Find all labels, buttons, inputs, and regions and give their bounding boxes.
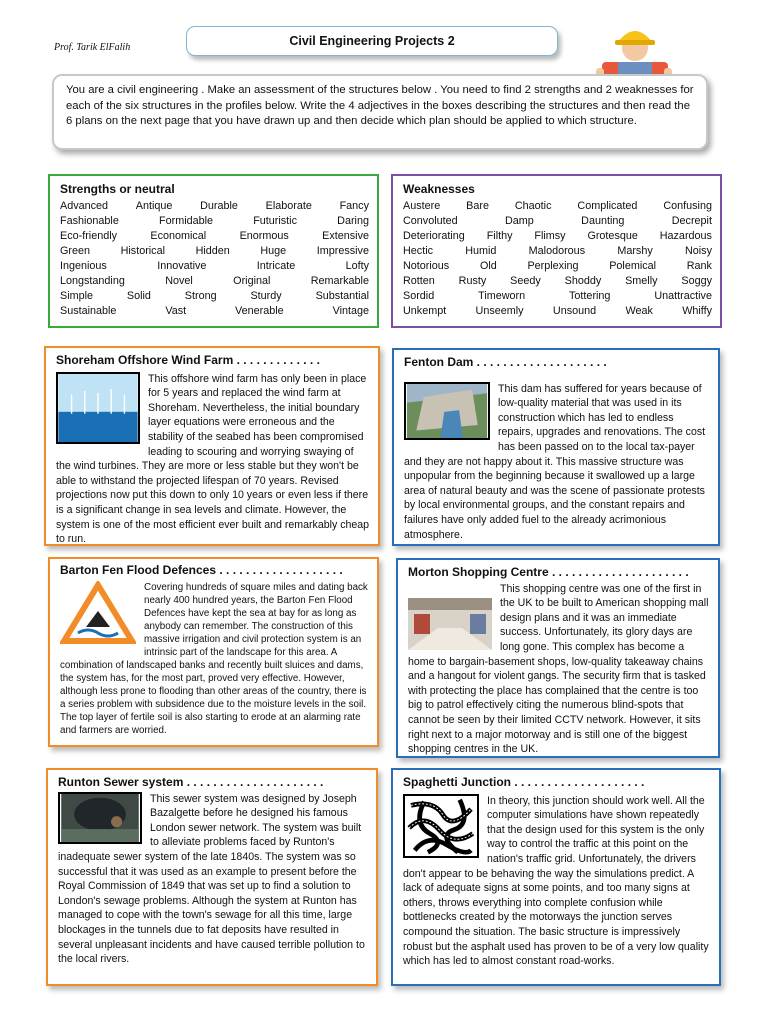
adjective-word: Humid <box>465 245 497 257</box>
adjective-word: Futuristic <box>253 215 297 227</box>
adjective-word: Convoluted <box>403 215 458 227</box>
adjective-word: Rank <box>686 260 712 272</box>
adjective-word: Solid <box>126 290 151 302</box>
project-description: In theory, this junction should work well. All the computer simulations have shown repeatedly that the design used for this system is the only way to control the traffic at this point on the nation's traffic grid. Unfortunately, the drivers don't appear to be behaving the way the simulations predict. A lack of adequate signs at some points, and too many signs at others, throws everything into complete confusion while bottlenecks created by the motorways the junction serves compound the situation. The basic structure is impressively robust but the asphalt used has proven to be of a very low quality which has led to almost constant road-works. <box>403 794 709 968</box>
adjective-word: Daunting <box>581 215 625 227</box>
adjective-word: Smelly <box>625 275 658 287</box>
weaknesses-word-row <box>403 274 712 289</box>
project-description: This dam has suffered for years because of low-quality material that was used in its construction which has led to endless repairs, upgrades and renovations. The cost has been passed on to the local tax-payer and they are not happy about it. This massive structure was unpopular from the beginning because it swallowed up a large area of natural beauty and was the scene of passionate protests by local environmental groups, and the constant repairs and failures have only added fuel to the already acrimonious atmosphere. <box>404 382 706 541</box>
adjective-word: Old <box>479 260 497 272</box>
project-title: Barton Fen Flood Defences . . . . . . . . . . . . . . . . . . . <box>60 563 343 577</box>
adjective-word: Sustainable <box>60 305 117 317</box>
sewer-image <box>58 792 142 844</box>
strengths-word-row <box>60 214 369 229</box>
adjective-word: Unattractive <box>654 290 712 302</box>
adjective-word: Simple <box>60 290 94 302</box>
instructions-box: You are a civil engineering . Make an assessment of the structures below . You need to find 2 strengths and 2 weaknesses for each of the six structures in the profiles below. Write the 4 adjectives in the boxes describing the structures and then read the 6 plans on the next page that you have drawn up and then decide which plan should be applied to which structure. <box>52 74 708 150</box>
adjective-word: Extensive <box>322 230 369 242</box>
adjective-word: Vast <box>165 305 187 317</box>
project-card-shopping-centre <box>396 558 720 758</box>
strengths-word-row <box>60 289 369 304</box>
project-description: Covering hundreds of square miles and dating back nearly 400 hundred years, the Barton Fen Flood Defences have kept the sea at bay for as long as anybody can remember. The construction of this massive irrigation and civil protection system is an intrinsic part of the landscape for this area. A combination of landscaped banks and recently built sluices and dams, the system has, for the most part, proved very effective. However, although less prone to flooding than other areas of the country, there is a series problem with subsidence due to the moisture levels in the soil. The top layer of fertile soil is also starting to erode at an alarming rate and farmers are worried. <box>60 582 368 736</box>
adjective-word: Unkempt <box>403 305 447 317</box>
adjective-word: Substantial <box>315 290 369 302</box>
adjective-word: Unseemly <box>475 305 524 317</box>
project-title: Spaghetti Junction . . . . . . . . . . . . . . . . . . . . <box>403 775 645 789</box>
adjective-word: Damp <box>504 215 534 227</box>
adjective-word: Marshy <box>617 245 653 257</box>
adjective-word: Tottering <box>569 290 611 302</box>
adjective-word: Ingenious <box>60 260 107 272</box>
weaknesses-word-row <box>403 199 712 214</box>
weaknesses-word-row <box>403 304 712 319</box>
adjective-word: Durable <box>200 200 238 212</box>
project-card-wind-farm <box>44 346 380 546</box>
adjective-word: Rotten <box>403 275 435 287</box>
weaknesses-word-row <box>403 229 712 244</box>
adjective-word: Sturdy <box>250 290 282 302</box>
project-title: Morton Shopping Centre . . . . . . . . . . . . . . . . . . . . . <box>408 565 689 579</box>
adjective-word: Green <box>60 245 91 257</box>
adjective-word: Advanced <box>60 200 109 212</box>
adjective-word: Hazardous <box>659 230 712 242</box>
adjective-word: Innovative <box>157 260 207 272</box>
adjective-word: Flimsy <box>534 230 566 242</box>
weaknesses-word-row <box>403 214 712 229</box>
adjective-word: Vintage <box>332 305 369 317</box>
adjective-word: Malodorous <box>528 245 586 257</box>
adjective-word: Whiffy <box>682 305 712 317</box>
weaknesses-title: Weaknesses <box>403 182 475 196</box>
flood-warning-sign-icon <box>60 581 136 645</box>
adjective-word: Polemical <box>609 260 657 272</box>
adjective-word: Decrepit <box>671 215 712 227</box>
weaknesses-word-row <box>403 259 712 274</box>
project-card-dam <box>392 348 720 546</box>
adjective-word: Novel <box>165 275 193 287</box>
strengths-word-row <box>60 259 369 274</box>
adjective-word: Grotesque <box>587 230 638 242</box>
adjective-word: Weak <box>625 305 653 317</box>
adjective-word: Fashionable <box>60 215 119 227</box>
adjective-word: Impressive <box>316 245 369 257</box>
adjective-word: Austere <box>403 200 441 212</box>
project-description: This shopping centre was one of the first in the UK to be built to American shopping mall design plans and it was an immediate success. Unfortunately, its glory days are long gone. This complex has become a home to bargain-basement shops, low-quality takeaway chains and a hangout for violent gangs. The security firm that is tasked with protecting the place has complained that the centre is too big to patrol effectively citing the numerous blind-spots that cannot be seen by their limited CCTV network. However, it sits right next to a major motorway and is still one of the biggest shopping centres in the UK. <box>408 582 709 756</box>
adjective-word: Hidden <box>195 245 230 257</box>
adjective-word: Huge <box>260 245 287 257</box>
adjective-word: Historical <box>120 245 165 257</box>
adjective-word: Shoddy <box>564 275 602 287</box>
adjective-word: Longstanding <box>60 275 125 287</box>
project-card-spaghetti-junction <box>391 768 721 986</box>
project-title: Runton Sewer system . . . . . . . . . . . . . . . . . . . . . <box>58 775 324 789</box>
adjective-word: Formidable <box>159 215 214 227</box>
adjective-word: Soggy <box>681 275 712 287</box>
adjective-word: Eco-friendly <box>60 230 118 242</box>
adjective-word: Confusing <box>663 200 712 212</box>
adjective-word: Remarkable <box>310 275 369 287</box>
project-title: Shoreham Offshore Wind Farm . . . . . . . . . . . . . <box>56 353 320 367</box>
adjective-word: Economical <box>150 230 207 242</box>
adjective-word: Hectic <box>403 245 433 257</box>
strengths-word-row <box>60 229 369 244</box>
adjective-word: Antique <box>135 200 173 212</box>
adjective-word: Seedy <box>510 275 541 287</box>
adjective-word: Timeworn <box>478 290 526 302</box>
weaknesses-word-row <box>403 244 712 259</box>
project-description: This sewer system was designed by Joseph Bazalgette before he designed his famous London sewer network. The system was built to alleviate problems faced by Runton's inadequate sewer system of the late 1840s. The system was so successful that it was used as an example to present before the Royal Commission of 1849 that was set up to find a solution to London's sewage problems. Although the system at Runton has managed to cope with the town's sewage for all this time, large blockages in the tunnels due to fat deposits have resulted in several unpleasant incidents and have caused terrible pollution to the local rivers. <box>58 792 365 966</box>
adjective-word: Complicated <box>577 200 638 212</box>
adjective-word: Perplexing <box>527 260 579 272</box>
adjective-word: Bare <box>466 200 489 212</box>
adjective-word: Rusty <box>458 275 487 287</box>
adjective-word: Fancy <box>339 200 369 212</box>
adjective-word: Chaotic <box>514 200 552 212</box>
adjective-word: Noisy <box>684 245 712 257</box>
adjective-word: Strong <box>184 290 217 302</box>
author-name: Prof. Tarik ElFalih <box>54 42 131 53</box>
strengths-title: Strengths or neutral <box>60 182 175 196</box>
strengths-word-row <box>60 304 369 319</box>
adjective-word: Enormous <box>239 230 289 242</box>
project-card-flood-defences <box>48 557 379 747</box>
adjective-word: Original <box>233 275 271 287</box>
adjective-word: Lofty <box>345 260 369 272</box>
weaknesses-word-row <box>403 289 712 304</box>
adjective-word: Filthy <box>486 230 513 242</box>
adjective-word: Unsound <box>552 305 597 317</box>
shopping-centre-image <box>408 598 492 650</box>
project-title: Fenton Dam . . . . . . . . . . . . . . . . . . . . <box>404 355 607 369</box>
adjective-word: Sordid <box>403 290 435 302</box>
weaknesses-box <box>391 174 722 328</box>
adjective-word: Deteriorating <box>403 230 465 242</box>
adjective-word: Intricate <box>256 260 296 272</box>
page-title: Civil Engineering Projects 2 <box>186 26 558 56</box>
strengths-word-row <box>60 244 369 259</box>
strengths-word-row <box>60 274 369 289</box>
project-card-sewer <box>46 768 378 986</box>
road-junction-icon <box>403 794 479 858</box>
project-description: This offshore wind farm has only been in place for 5 years and replaced the wind farm at Shoreham. Nevertheless, the initial boundary layer equations were erroneous and the stability of the seabed has been compromised leading to scouring and worrying swaying of the wind turbines. They are more or less stable but they won't be able to withstand the projected lifespan of 70 years. Revised projections now put this down to only 10 years or even less if there is a significant change in sea levels and climate. However, the system is one of the most efficient ever built and remarkably cheap to run. <box>56 372 370 546</box>
adjective-word: Notorious <box>403 260 450 272</box>
adjective-word: Venerable <box>235 305 284 317</box>
adjective-word: Elaborate <box>265 200 312 212</box>
wind-farm-image <box>56 372 140 444</box>
strengths-word-row <box>60 199 369 214</box>
construction-worker-icon <box>588 18 680 80</box>
strengths-box <box>48 174 379 328</box>
dam-image <box>404 382 490 440</box>
adjective-word: Daring <box>337 215 369 227</box>
